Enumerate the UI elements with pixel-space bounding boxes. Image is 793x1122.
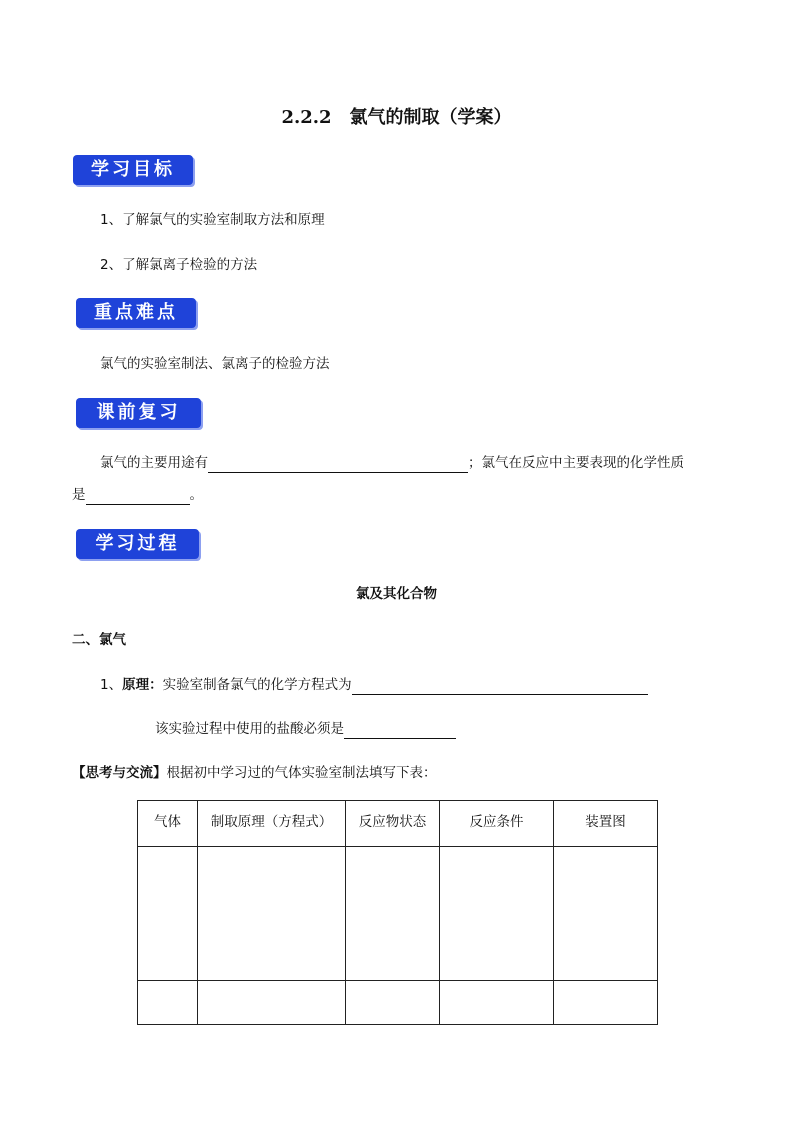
objective-item-1: 1、了解氯气的实验室制取方法和原理	[100, 212, 325, 228]
principle-number: 1、	[100, 677, 123, 693]
review-text-3: 是	[72, 487, 86, 503]
hcl-text: 该实验过程中使用的盐酸必须是	[155, 721, 344, 737]
review-line-2	[72, 485, 203, 505]
review-line-1	[100, 453, 684, 473]
section-heading: 二、氯气	[72, 632, 126, 648]
table-cell[interactable]	[554, 981, 658, 1025]
discussion-text: 根据初中学习过的气体实验室制法填写下表：	[166, 765, 437, 781]
review-text-4: 。	[189, 487, 203, 503]
principle-label: 原理	[122, 677, 150, 693]
header-cell-apparatus: 装置图	[554, 801, 658, 847]
section-badge-review: 课前复习	[76, 398, 201, 428]
key-points-text: 氯气的实验室制法、氯离子的检验方法	[100, 356, 330, 372]
review-text-2: ；氯气在反应中主要表现的化学性质	[468, 455, 684, 471]
principle-line	[100, 675, 648, 695]
discussion-label: 【思考与交流】	[72, 765, 167, 781]
objective-item-2: 2、了解氯离子检验的方法	[100, 257, 258, 273]
header-cell-gas: 气体	[138, 801, 198, 847]
chapter-heading: 氯及其化合物	[356, 586, 437, 602]
table-header-row	[138, 801, 658, 847]
table-cell[interactable]	[138, 981, 198, 1025]
table-row	[138, 847, 658, 981]
principle-blank-equation[interactable]	[352, 680, 648, 695]
header-cell-principle: 制取原理（方程式）	[198, 801, 346, 847]
hcl-line	[155, 719, 456, 739]
page-title: 2.2.2 氯气的制取（学案）	[281, 107, 512, 128]
table-cell[interactable]	[440, 981, 554, 1025]
table-cell[interactable]	[346, 981, 440, 1025]
principle-colon: ：	[149, 677, 163, 693]
review-blank-uses[interactable]	[208, 458, 468, 473]
table-cell[interactable]	[440, 847, 554, 981]
review-text-1: 氯气的主要用途有	[100, 455, 208, 471]
section-badge-key-points: 重点难点	[76, 298, 196, 328]
section-badge-process: 学习过程	[76, 529, 199, 559]
table-cell[interactable]	[198, 981, 346, 1025]
header-cell-conditions: 反应条件	[440, 801, 554, 847]
header-cell-reactant-state: 反应物状态	[346, 801, 440, 847]
table-cell[interactable]	[138, 847, 198, 981]
principle-text: 实验室制备氯气的化学方程式为	[162, 677, 352, 693]
discussion-line	[72, 763, 437, 783]
table-cell[interactable]	[346, 847, 440, 981]
gas-preparation-table	[137, 800, 658, 1025]
hcl-blank[interactable]	[344, 724, 456, 739]
table-row	[138, 981, 658, 1025]
section-badge-objectives: 学习目标	[73, 155, 193, 185]
table-cell[interactable]	[198, 847, 346, 981]
review-blank-property[interactable]	[86, 490, 190, 505]
table-cell[interactable]	[554, 847, 658, 981]
